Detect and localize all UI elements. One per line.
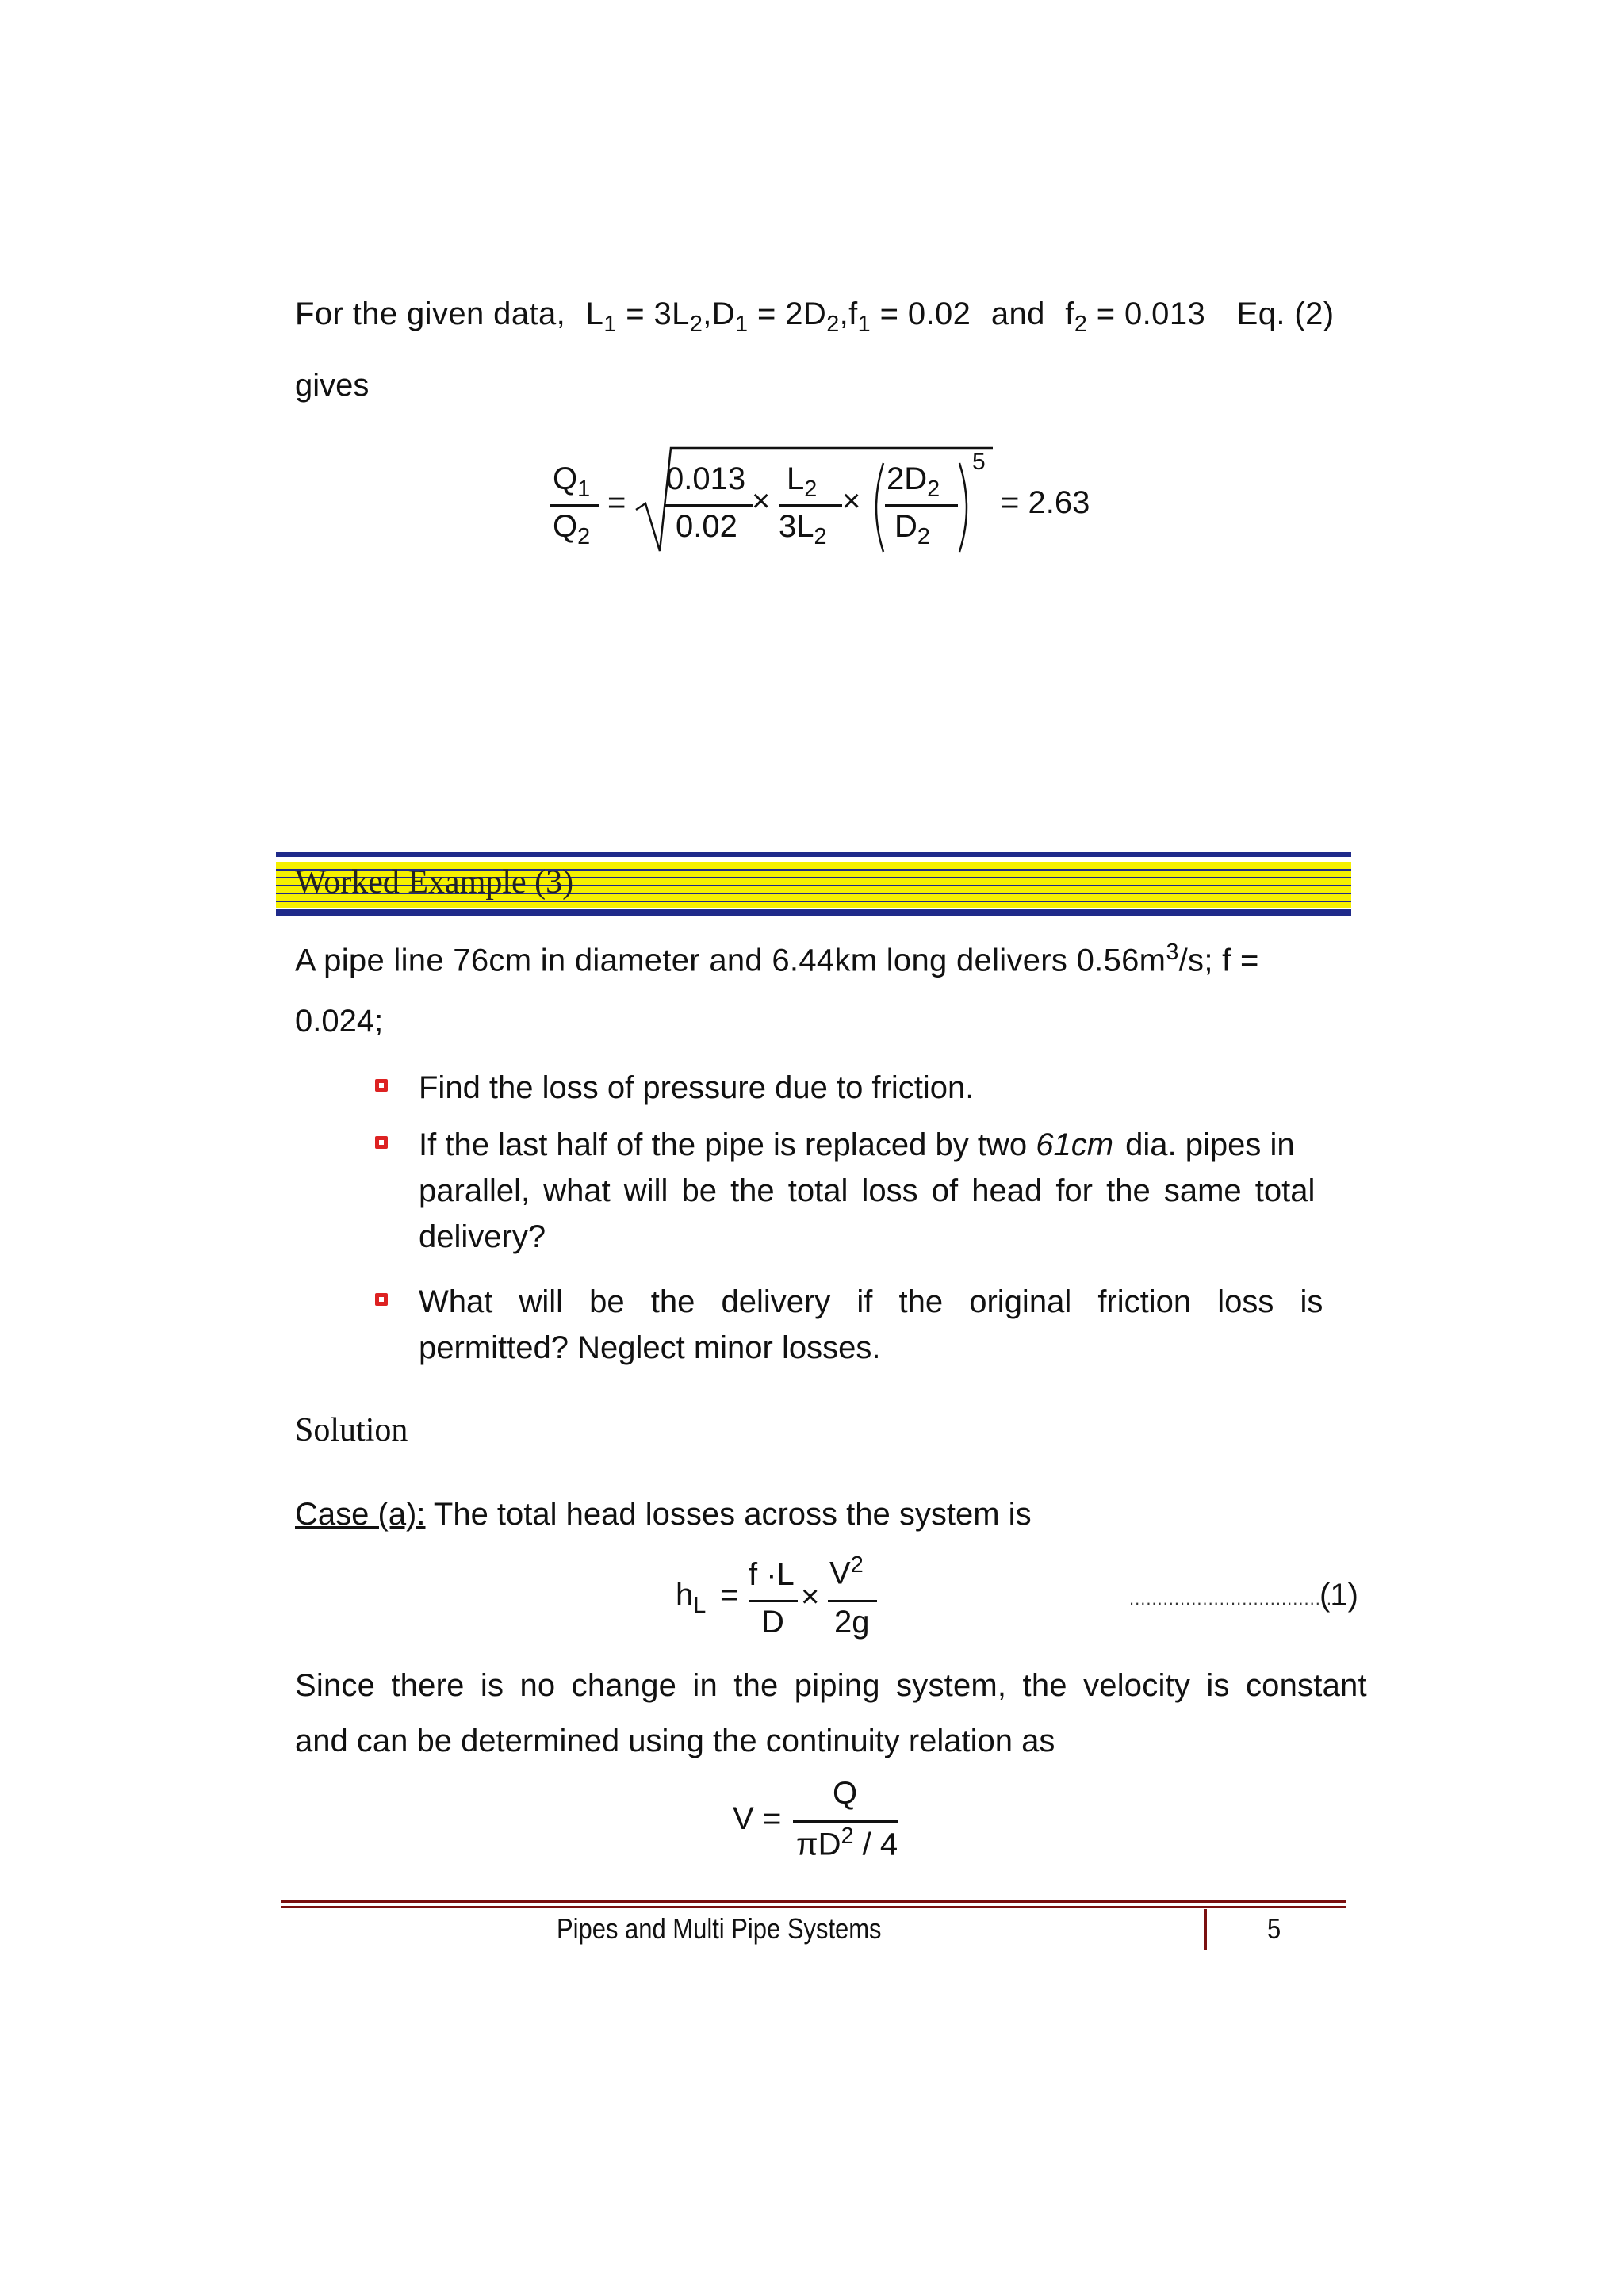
- eq-times-1: ×: [752, 484, 771, 519]
- eq1-den1: D: [761, 1605, 784, 1640]
- eq-times-2: ×: [842, 484, 861, 519]
- worked-example-banner: [276, 852, 1351, 916]
- eq1-num1: f ·L: [749, 1557, 795, 1592]
- bullet-icon: [373, 1134, 390, 1151]
- eq1-equals: =: [720, 1578, 739, 1613]
- velocity-paragraph-line-2: and can be determined using the continuity relation as: [295, 1724, 1055, 1758]
- bullet-icon: [373, 1077, 390, 1094]
- eq1-number: (1): [1320, 1578, 1358, 1613]
- eq-exponent: 5: [972, 449, 986, 475]
- eq-q1: $Q_1$: [553, 461, 591, 502]
- eq2-lhs: V: [733, 1801, 754, 1836]
- eq-q2: $Q_2$: [553, 509, 591, 549]
- eq2-den: $\pi D^2 / 4$: [796, 1823, 898, 1862]
- intro-lead: For the given data,: [295, 297, 566, 331]
- intro-ref: Eq. (2): [1236, 297, 1335, 331]
- left-paren-icon: [868, 460, 887, 555]
- problem-line-2: 0.024;: [295, 1004, 384, 1039]
- list-item: What will be the delivery if the original friction loss is: [419, 1284, 1323, 1319]
- intro-line: [295, 295, 1350, 339]
- velocity-paragraph-line-1: Since there is no change in the piping system, the velocity is constant: [295, 1668, 1367, 1703]
- list-item-continued: permitted? Neglect minor losses.: [419, 1330, 881, 1365]
- list-item-continued: parallel, what will be the total loss of head for the same total: [419, 1173, 1316, 1208]
- eq-equals-1: =: [607, 485, 626, 520]
- case-a-line: Case (a): The total head losses across the system is: [295, 1497, 1032, 1532]
- list-item-continued: delivery?: [419, 1219, 546, 1254]
- eq-d2: $3L_2$: [779, 509, 827, 549]
- intro-condition: $L_1 = 3L_2,D_1 = 2D_2,f_1 = 0.02$: [585, 297, 971, 337]
- intro-gives: gives: [295, 368, 370, 403]
- eq-result: = 2.63: [1001, 485, 1090, 520]
- eq1-leader-dots: .....................................: [1129, 1589, 1339, 1609]
- eq-n1: 0.013: [666, 461, 746, 496]
- footer-rule-top: [281, 1900, 1346, 1903]
- eq1-lhs: $h_L$: [676, 1578, 707, 1618]
- list-item: Find the loss of pressure due to friction.: [419, 1070, 975, 1105]
- eq-n2: $L_2$: [787, 461, 818, 502]
- problem-line-1: A pipe line 76cm in diameter and 6.44km long delivers $0.56m^3/s$; f =: [295, 939, 1259, 978]
- case-a-label: Case (a):: [295, 1497, 426, 1532]
- bullet-icon: [373, 1291, 390, 1308]
- list-item: If the last half of the pipe is replaced by two 61cm dia. pipes in: [419, 1127, 1295, 1162]
- eq-d1: 0.02: [676, 509, 737, 544]
- eq1-num2: $V^2$: [829, 1552, 864, 1591]
- intro-and: and: [990, 297, 1045, 331]
- worked-example-title: Worked Example (3): [295, 864, 574, 901]
- intro-f2: $f_2 = 0.013$: [1065, 297, 1206, 337]
- page-number: 5: [1267, 1912, 1281, 1945]
- footer-title: Pipes and Multi Pipe Systems: [557, 1912, 882, 1945]
- eq2-equals: =: [763, 1801, 782, 1836]
- eq1-times: ×: [801, 1579, 820, 1614]
- solution-heading: Solution: [295, 1412, 408, 1448]
- eq-n3: $2D_2$: [887, 461, 940, 502]
- footer-rule-bottom: [281, 1906, 1346, 1908]
- footer-divider: [1204, 1909, 1207, 1950]
- eq2-num: Q: [833, 1776, 858, 1811]
- eq1-den2: 2g: [834, 1605, 870, 1640]
- eq-d3: $D_2$: [894, 509, 930, 549]
